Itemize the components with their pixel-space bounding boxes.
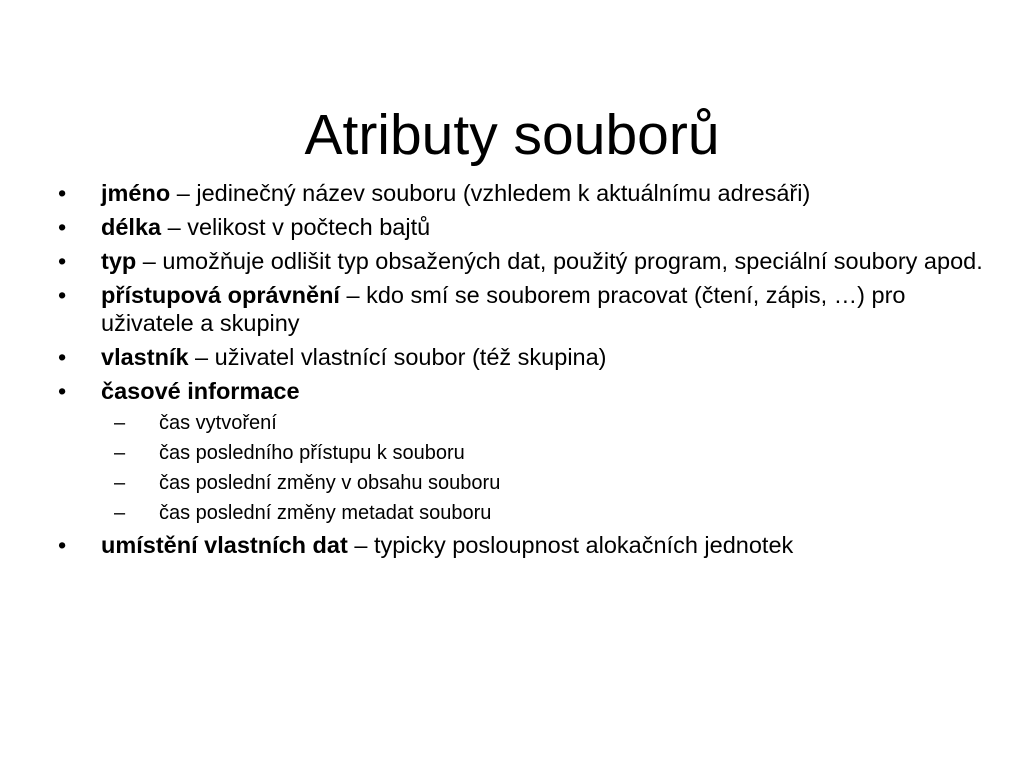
sub-item	[114, 411, 998, 435]
bullet-text: – typicky posloupnost alokačních jednotek	[347, 532, 794, 558]
bullet-term: přístupová oprávnění	[101, 282, 340, 308]
bullet-term: umístění vlastních dat	[101, 532, 348, 558]
bullet-term: jméno	[101, 180, 171, 206]
bullet-item-typ	[58, 247, 998, 275]
bullet-term: časové informace	[101, 378, 300, 404]
bullet-item-pristupova-opravneni	[58, 281, 998, 337]
sub-list	[101, 411, 998, 525]
bullet-text: – umožňuje odlišit typ obsažených dat, použitý program, speciální soubory apod.	[136, 248, 983, 274]
sub-item-text: čas poslední změny metadat souboru	[159, 502, 492, 524]
bullet-text: – jedinečný název souboru (vzhledem k aktuálnímu adresáři)	[170, 180, 811, 206]
bullet-term: délka	[101, 214, 162, 240]
bullet-text: – velikost v počtech bajtů	[161, 214, 431, 240]
sub-item-text: čas poslední změny v obsahu souboru	[159, 472, 501, 494]
bullet-marker: •	[58, 344, 67, 370]
bullet-list	[58, 179, 998, 565]
sub-marker: –	[114, 472, 126, 494]
sub-marker: –	[114, 442, 126, 464]
bullet-marker: •	[58, 180, 67, 206]
bullet-item-vlastnik	[58, 343, 998, 371]
sub-item-text: čas posledního přístupu k souboru	[159, 442, 465, 464]
bullet-term: typ	[101, 248, 137, 274]
sub-item	[114, 501, 998, 525]
bullet-text: – kdo smí se souborem pracovat (čtení, zápis, …) pro uživatele a skupiny	[101, 282, 906, 336]
bullet-item-casove-informace	[58, 377, 998, 525]
sub-marker: –	[114, 412, 126, 434]
sub-item	[114, 471, 998, 495]
slide-title: Atributy souborů	[304, 103, 720, 168]
bullet-text: – uživatel vlastnící soubor (též skupina)	[188, 344, 607, 370]
sub-marker: –	[114, 502, 126, 524]
bullet-item-delka	[58, 213, 998, 241]
bullet-marker: •	[58, 532, 67, 558]
bullet-item-jmeno	[58, 179, 998, 207]
bullet-marker: •	[58, 248, 67, 274]
bullet-marker: •	[58, 378, 67, 404]
bullet-marker: •	[58, 214, 67, 240]
bullet-term: vlastník	[101, 344, 189, 370]
sub-item-text: čas vytvoření	[159, 412, 277, 434]
bullet-item-umisteni-vlastnich-dat	[58, 531, 998, 559]
sub-item	[114, 441, 998, 465]
bullet-marker: •	[58, 282, 67, 308]
